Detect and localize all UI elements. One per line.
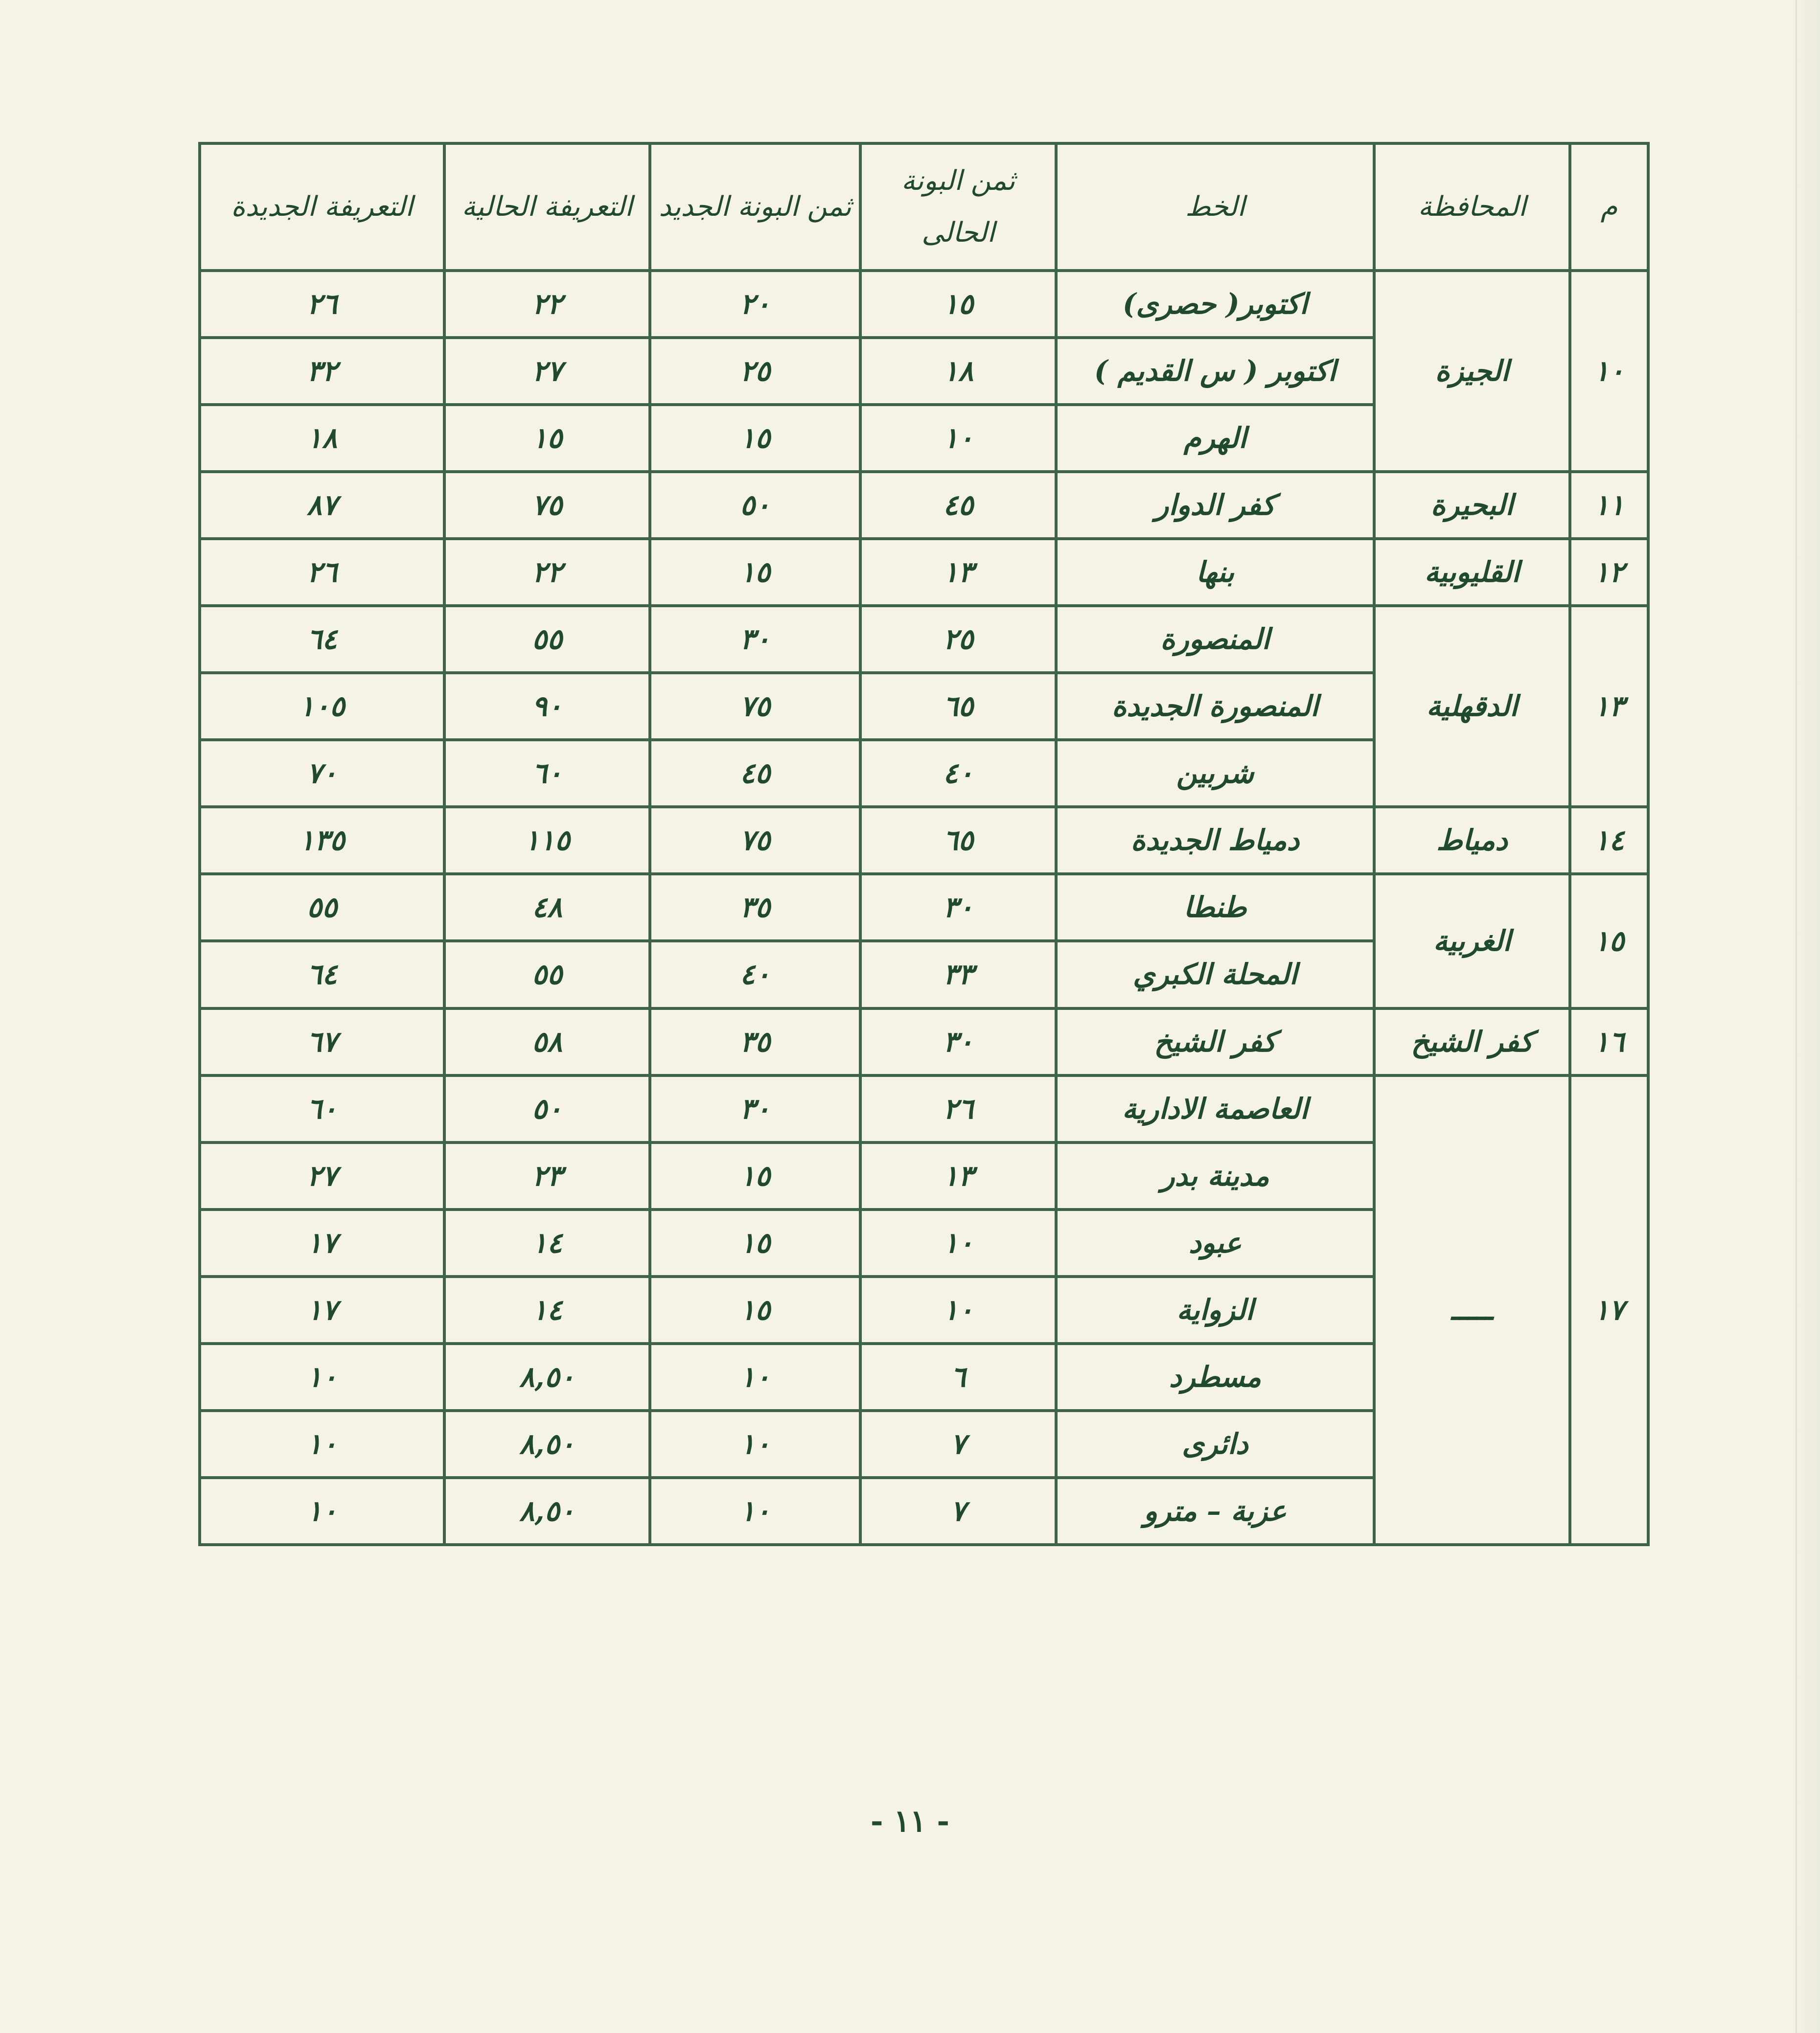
current-voucher-cell: ١٠ <box>860 405 1056 472</box>
current-voucher-cell: ٣٣ <box>860 941 1056 1008</box>
line-cell: شربين <box>1056 740 1374 807</box>
header-row <box>200 143 1648 271</box>
governorate-cell: الجيزة <box>1374 271 1570 472</box>
current-voucher-cell: ٦ <box>860 1344 1056 1411</box>
line-cell: دمياط الجديدة <box>1056 807 1374 874</box>
new-fare-cell: ١٧ <box>200 1210 444 1277</box>
line-cell: العاصمة الادارية <box>1056 1075 1374 1142</box>
current-voucher-cell: ٣٠ <box>860 874 1056 941</box>
line-cell: دائرى <box>1056 1411 1374 1478</box>
current-voucher-cell: ١٣ <box>860 539 1056 606</box>
current-voucher-cell: ١٥ <box>860 271 1056 338</box>
new-voucher-cell: ٣٥ <box>650 874 860 941</box>
header-line: الخط <box>1056 143 1374 271</box>
table-row <box>200 874 1648 941</box>
new-voucher-cell: ١٥ <box>650 405 860 472</box>
governorate-cell: القليوبية <box>1374 539 1570 606</box>
new-voucher-cell: ٢٥ <box>650 338 860 405</box>
current-voucher-cell: ٧ <box>860 1411 1056 1478</box>
new-voucher-cell: ١٥ <box>650 1142 860 1210</box>
new-fare-cell: ٦٤ <box>200 606 444 673</box>
current-voucher-cell: ٧ <box>860 1478 1056 1545</box>
header-new-fare: التعريفة الجديدة <box>200 143 444 271</box>
current-voucher-cell: ٣٠ <box>860 1008 1056 1075</box>
line-cell: المحلة الكبري <box>1056 941 1374 1008</box>
current-fare-cell: ٢٢ <box>444 271 650 338</box>
new-voucher-cell: ٣٠ <box>650 606 860 673</box>
table-row <box>200 271 1648 338</box>
current-voucher-cell: ٦٥ <box>860 673 1056 740</box>
header-current-fare: التعريفة الحالية <box>444 143 650 271</box>
page-edge <box>1791 0 1820 2033</box>
current-fare-cell: ٥٥ <box>444 606 650 673</box>
new-voucher-cell: ٧٥ <box>650 807 860 874</box>
current-fare-cell: ٨,٥٠ <box>444 1344 650 1411</box>
new-fare-cell: ١٠ <box>200 1411 444 1478</box>
line-cell: عبود <box>1056 1210 1374 1277</box>
new-voucher-cell: ١٥ <box>650 1210 860 1277</box>
line-cell: اكتوبر( حصرى) <box>1056 271 1374 338</box>
current-voucher-cell: ٦٥ <box>860 807 1056 874</box>
table-row <box>200 539 1648 606</box>
row-number-cell: ١٢ <box>1570 539 1648 606</box>
current-voucher-cell: ٤٠ <box>860 740 1056 807</box>
current-voucher-cell: ٢٥ <box>860 606 1056 673</box>
header-governorate: المحافظة <box>1374 143 1570 271</box>
line-cell: الهرم <box>1056 405 1374 472</box>
new-fare-cell: ٢٦ <box>200 271 444 338</box>
current-fare-cell: ١٤ <box>444 1277 650 1344</box>
row-number-cell: ١١ <box>1570 472 1648 539</box>
line-cell: كفر الشيخ <box>1056 1008 1374 1075</box>
new-voucher-cell: ٥٠ <box>650 472 860 539</box>
line-cell: المنصورة <box>1056 606 1374 673</box>
current-fare-cell: ٥٠ <box>444 1075 650 1142</box>
row-number-cell: ١٤ <box>1570 807 1648 874</box>
new-voucher-cell: ٢٠ <box>650 271 860 338</box>
new-voucher-cell: ٧٥ <box>650 673 860 740</box>
row-number-cell: ١٣ <box>1570 606 1648 807</box>
new-fare-cell: ٦٠ <box>200 1075 444 1142</box>
new-fare-cell: ٥٥ <box>200 874 444 941</box>
page-number: - ١١ - <box>870 1803 950 1839</box>
header-current-voucher: ثمن البونة الحالى <box>860 143 1056 271</box>
governorate-cell: البحيرة <box>1374 472 1570 539</box>
line-cell: عزبة – مترو <box>1056 1478 1374 1545</box>
new-voucher-cell: ١٠ <box>650 1344 860 1411</box>
current-fare-cell: ٩٠ <box>444 673 650 740</box>
new-fare-cell: ١٠ <box>200 1478 444 1545</box>
current-fare-cell: ٥٥ <box>444 941 650 1008</box>
new-fare-cell: ١٣٥ <box>200 807 444 874</box>
governorate-cell: ـــــ <box>1374 1075 1570 1545</box>
line-cell: المنصورة الجديدة <box>1056 673 1374 740</box>
current-fare-cell: ١٥ <box>444 405 650 472</box>
line-cell: الزواية <box>1056 1277 1374 1344</box>
table-row <box>200 1075 1648 1142</box>
table-row <box>200 606 1648 673</box>
row-number-cell: ١٧ <box>1570 1075 1648 1545</box>
new-fare-cell: ٦٤ <box>200 941 444 1008</box>
new-fare-cell: ٣٢ <box>200 338 444 405</box>
line-cell: كفر الدوار <box>1056 472 1374 539</box>
new-fare-cell: ٢٧ <box>200 1142 444 1210</box>
table-row <box>200 807 1648 874</box>
line-cell: مدينة بدر <box>1056 1142 1374 1210</box>
new-fare-cell: ١٨ <box>200 405 444 472</box>
new-fare-cell: ١٠٥ <box>200 673 444 740</box>
line-cell: بنها <box>1056 539 1374 606</box>
current-voucher-cell: ١٨ <box>860 338 1056 405</box>
new-voucher-cell: ٣٥ <box>650 1008 860 1075</box>
current-voucher-cell: ١٣ <box>860 1142 1056 1210</box>
row-number-cell: ١٠ <box>1570 271 1648 472</box>
governorate-cell: الدقهلية <box>1374 606 1570 807</box>
governorate-cell: كفر الشيخ <box>1374 1008 1570 1075</box>
new-fare-cell: ٨٧ <box>200 472 444 539</box>
new-voucher-cell: ١٥ <box>650 1277 860 1344</box>
line-cell: مسطرد <box>1056 1344 1374 1411</box>
table-row <box>200 472 1648 539</box>
current-voucher-cell: ١٠ <box>860 1210 1056 1277</box>
current-voucher-cell: ٤٥ <box>860 472 1056 539</box>
current-fare-cell: ٢٣ <box>444 1142 650 1210</box>
fare-table <box>198 142 1650 1546</box>
new-fare-cell: ١٧ <box>200 1277 444 1344</box>
current-fare-cell: ٢٧ <box>444 338 650 405</box>
current-fare-cell: ١١٥ <box>444 807 650 874</box>
new-fare-cell: ٧٠ <box>200 740 444 807</box>
new-voucher-cell: ١٥ <box>650 539 860 606</box>
line-cell: طنطا <box>1056 874 1374 941</box>
current-fare-cell: ٤٨ <box>444 874 650 941</box>
row-number-cell: ١٥ <box>1570 874 1648 1008</box>
new-voucher-cell: ١٠ <box>650 1411 860 1478</box>
current-fare-cell: ٨,٥٠ <box>444 1411 650 1478</box>
current-fare-cell: ٦٠ <box>444 740 650 807</box>
new-fare-cell: ٢٦ <box>200 539 444 606</box>
new-voucher-cell: ٣٠ <box>650 1075 860 1142</box>
current-voucher-cell: ١٠ <box>860 1277 1056 1344</box>
current-fare-cell: ٨,٥٠ <box>444 1478 650 1545</box>
new-fare-cell: ١٠ <box>200 1344 444 1411</box>
current-fare-cell: ١٤ <box>444 1210 650 1277</box>
header-num: م <box>1570 143 1648 271</box>
line-cell: اكتوبر ( س القديم ) <box>1056 338 1374 405</box>
governorate-cell: الغربية <box>1374 874 1570 1008</box>
current-fare-cell: ٥٨ <box>444 1008 650 1075</box>
governorate-cell: دمياط <box>1374 807 1570 874</box>
new-fare-cell: ٦٧ <box>200 1008 444 1075</box>
new-voucher-cell: ٤٥ <box>650 740 860 807</box>
current-voucher-cell: ٢٦ <box>860 1075 1056 1142</box>
new-voucher-cell: ٤٠ <box>650 941 860 1008</box>
header-new-voucher: ثمن البونة الجديد <box>650 143 860 271</box>
current-fare-cell: ٧٥ <box>444 472 650 539</box>
table-row <box>200 1008 1648 1075</box>
row-number-cell: ١٦ <box>1570 1008 1648 1075</box>
current-fare-cell: ٢٢ <box>444 539 650 606</box>
table-body <box>200 271 1648 1545</box>
new-voucher-cell: ١٠ <box>650 1478 860 1545</box>
